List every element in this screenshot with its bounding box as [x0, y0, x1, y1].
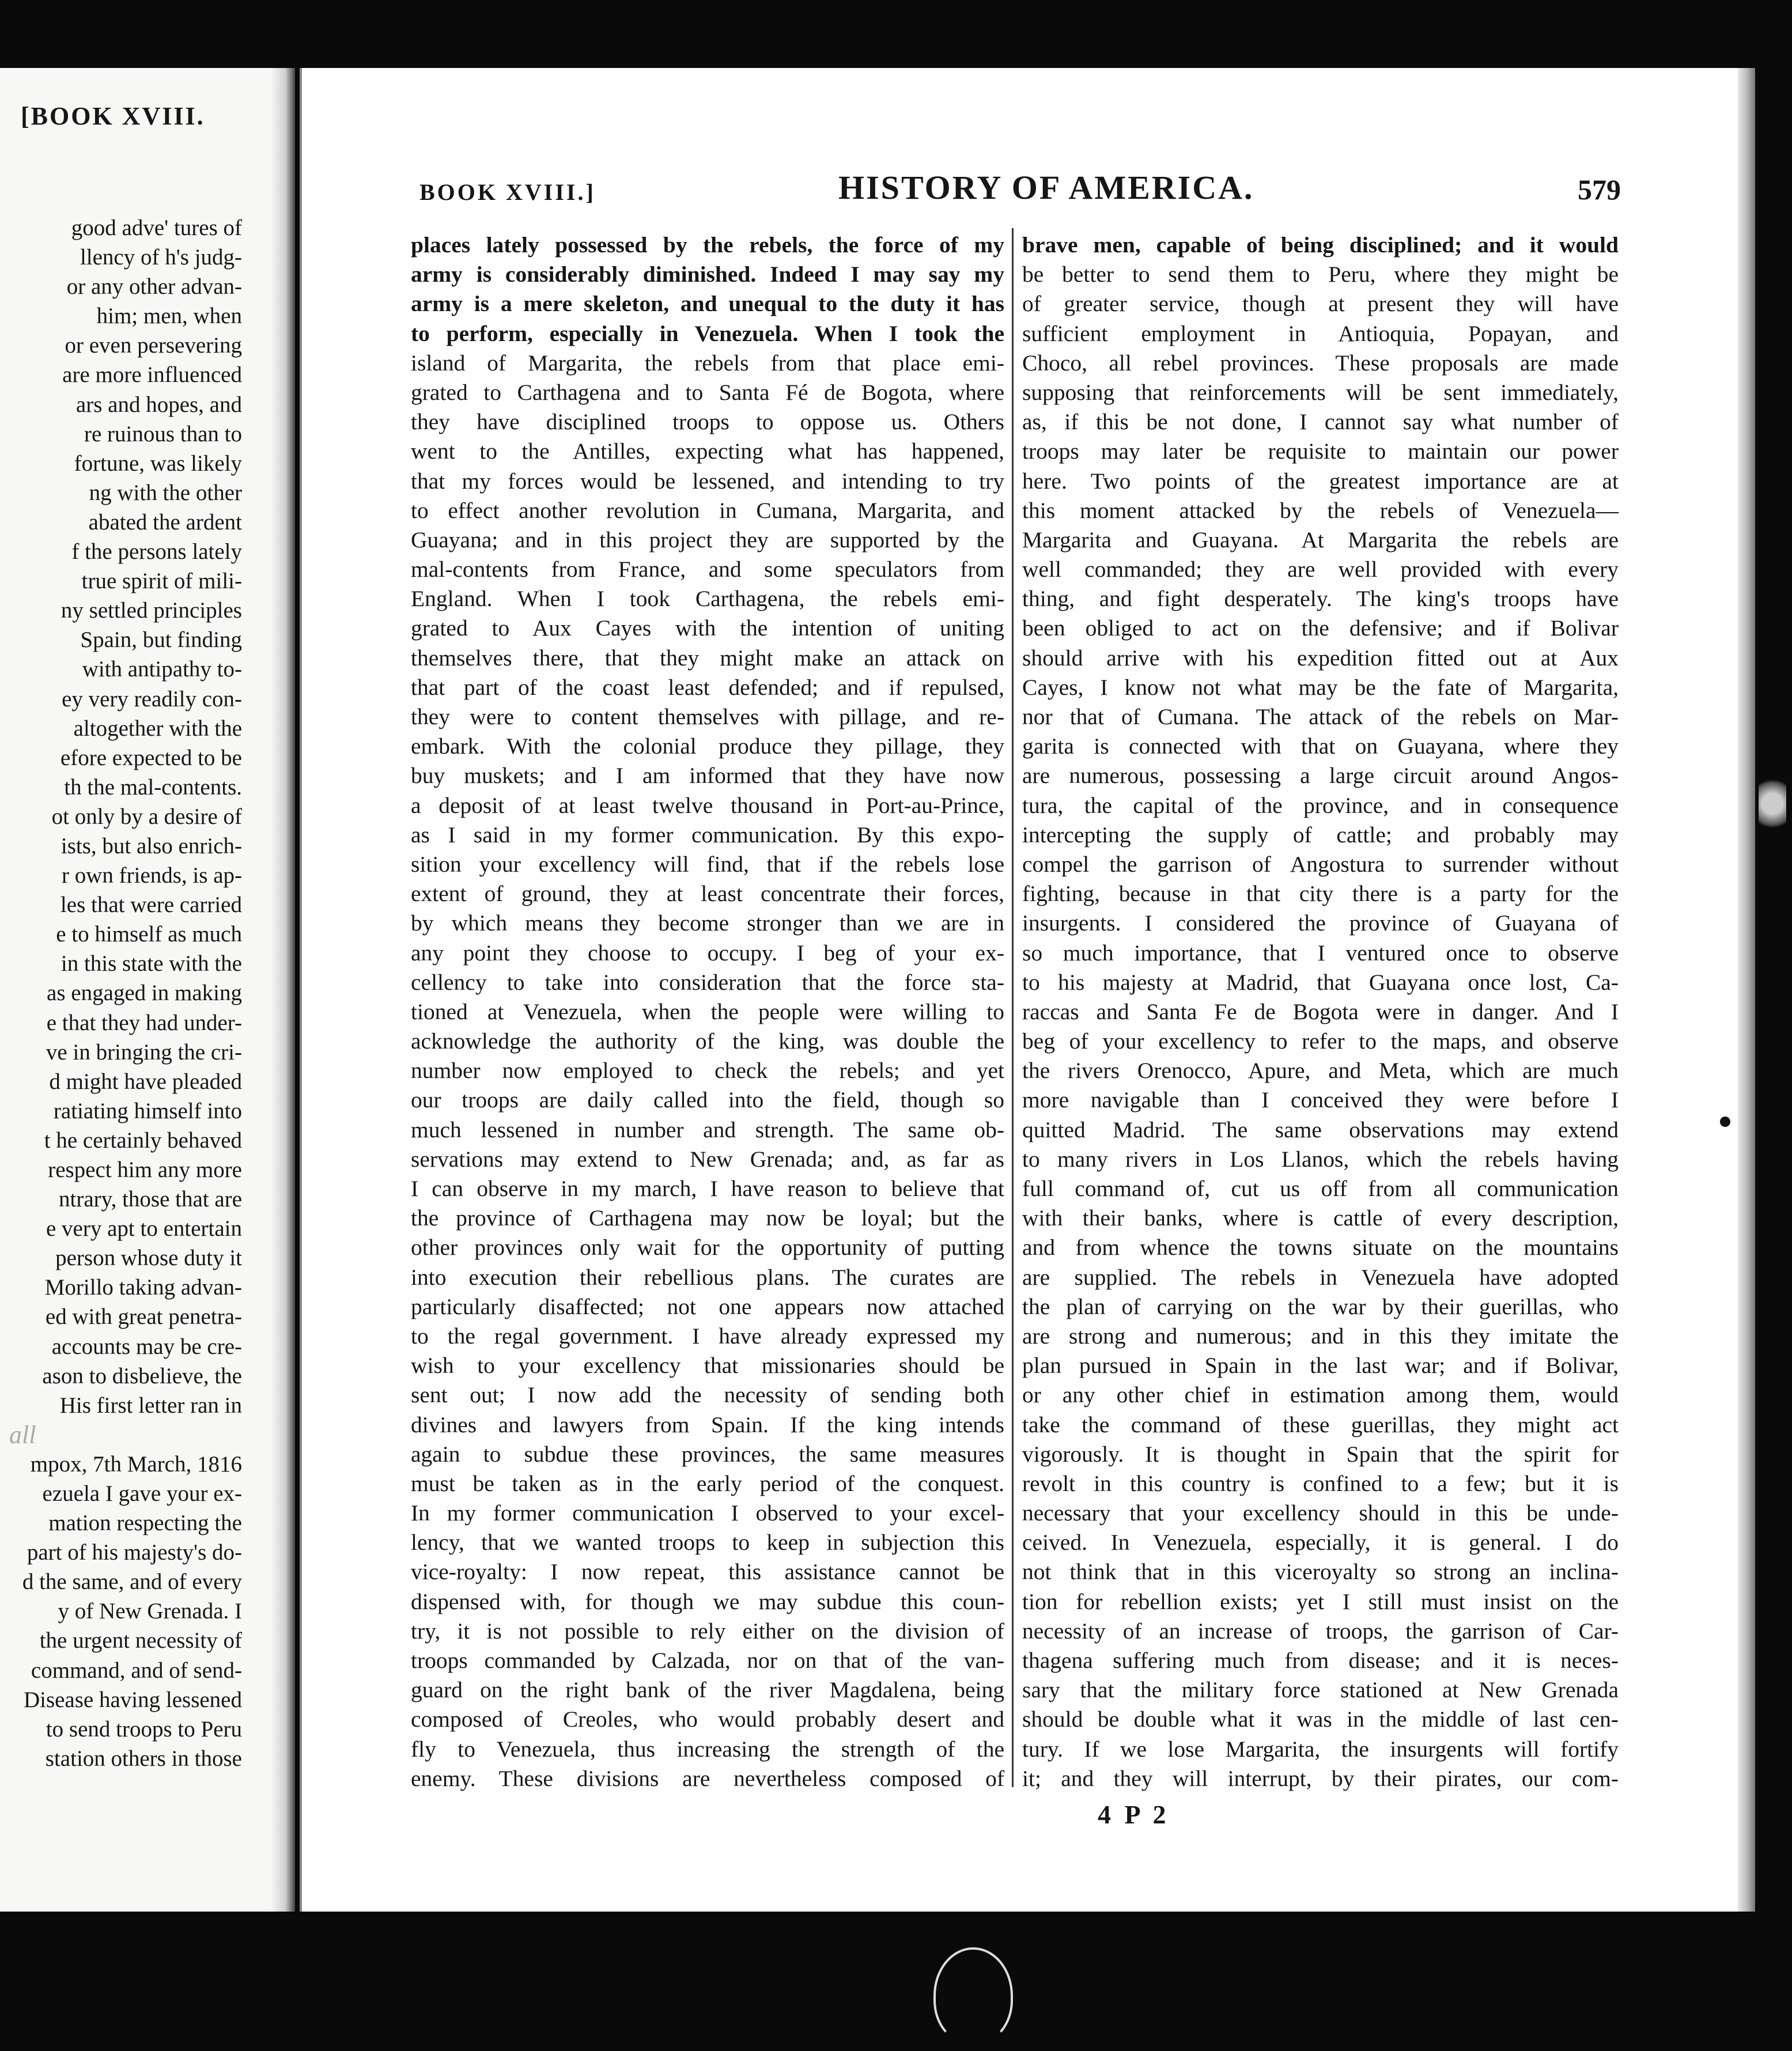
text-line: vigorously. It is thought in Spain that the spirit for	[1022, 1441, 1619, 1467]
text-line: garita is connected with that on Guayana, where they	[1022, 733, 1619, 759]
page-smudge	[933, 1947, 1013, 2044]
left-text-line: true spirit of mili-	[81, 569, 242, 594]
left-text-line: mpox, 7th March, 1816	[30, 1451, 242, 1477]
left-text-line: fortune, was likely	[74, 451, 242, 476]
text-column-right	[1022, 230, 1619, 1793]
left-text-line: the urgent necessity of	[39, 1628, 242, 1653]
text-line: tura, the capital of the province, and in consequence	[1022, 792, 1619, 818]
page-edge-shadow	[1738, 68, 1755, 1912]
left-text-line: altogether with the	[73, 716, 242, 741]
text-line: again to subdue these provinces, the same measures	[411, 1441, 1004, 1467]
text-line: In my former communication I observed to your excel-	[411, 1500, 1004, 1526]
left-text-line: to send troops to Peru	[46, 1716, 242, 1742]
left-text-line: ezuela I gave your ex-	[42, 1481, 242, 1506]
text-line: guard on the right bank of the river Magdalena, being	[411, 1677, 1004, 1703]
text-line: necessary that your excellency should in this be unde-	[1022, 1500, 1619, 1526]
text-line: to the regal government. I have already expressed my	[411, 1323, 1004, 1349]
left-text-line: as engaged in making	[47, 981, 242, 1006]
left-text-line: t he certainly behaved	[44, 1127, 242, 1153]
left-text-line: r own friends, is ap-	[61, 863, 242, 888]
text-line: sent out; I now add the necessity of sending both	[411, 1382, 1004, 1408]
text-line: more navigable than I conceived they were before I	[1022, 1087, 1619, 1113]
text-line: are strong and numerous; and in this they imitate the	[1022, 1323, 1619, 1349]
left-text-line: llency of h's judg-	[80, 245, 242, 270]
text-line: troops may later be requisite to maintain our power	[1022, 438, 1619, 464]
text-line: grated to Aux Cayes with the intention of uniting	[411, 615, 1004, 641]
left-text-line: ot only by a desire of	[51, 804, 242, 829]
scan-background	[300, 1912, 1755, 2051]
text-line: should be double what it was in the middle of last cen-	[1022, 1706, 1619, 1732]
text-line: try, it is not possible to rely either on the division of	[411, 1618, 1004, 1644]
left-text-line: ve in bringing the cri-	[46, 1039, 242, 1065]
text-line: extent of ground, they at least concentrate their forces,	[411, 881, 1004, 907]
text-line: army is a mere skeleton, and unequal to the duty it has	[411, 291, 1004, 317]
text-line: thing, and fight desperately. The king's troops have	[1022, 586, 1619, 612]
text-line: vice-royalty: I now repeat, this assistance cannot be	[411, 1559, 1004, 1585]
text-line: been obliged to act on the defensive; and if Bolivar	[1022, 615, 1619, 641]
left-text-line: person whose duty it	[55, 1246, 242, 1271]
text-line: this moment attacked by the rebels of Venezuela—	[1022, 497, 1619, 523]
text-line: enemy. These divisions are nevertheless composed of	[411, 1765, 1004, 1791]
text-line: cellency to take into consideration that the force sta-	[411, 969, 1004, 995]
text-line: necessity of an increase of troops, the garrison of Car-	[1022, 1618, 1619, 1644]
text-line: composed of Creoles, who would probably desert and	[411, 1706, 1004, 1732]
page-number: 579	[1578, 173, 1621, 206]
text-line: a deposit of at least twelve thousand in Port-au-Prince,	[411, 792, 1004, 818]
text-line: the rivers Orenocco, Apure, and Meta, which are much	[1022, 1058, 1619, 1084]
text-line: fighting, because in that city there is a party for the	[1022, 881, 1619, 907]
text-line: much lessened in number and strength. The same ob-	[411, 1117, 1004, 1142]
text-line: England. When I took Carthagena, the rebels emi-	[411, 586, 1004, 612]
text-line: full command of, cut us off from all communication	[1022, 1176, 1619, 1201]
text-line: army is considerably diminished. Indeed I may say my	[411, 262, 1004, 287]
text-line: wish to your excellency that missionaries should be	[411, 1353, 1004, 1379]
left-text-line: d might have pleaded	[49, 1069, 242, 1094]
text-line: island of Margarita, the rebels from that place emi-	[411, 350, 1004, 376]
running-title: HISTORY OF AMERICA.	[838, 169, 1254, 206]
text-line: so much importance, that I ventured once to observe	[1022, 940, 1619, 966]
left-text-line: re ruinous than to	[84, 421, 242, 446]
left-text-line: accounts may be cre-	[51, 1334, 242, 1359]
text-line: they have disciplined troops to oppose us. Others	[411, 409, 1004, 435]
printer-signature-mark: 4 P 2	[1098, 1800, 1170, 1829]
left-page-header: [BOOK XVIII.	[21, 102, 205, 130]
text-line: went to the Antilles, expecting what has happened,	[411, 438, 1004, 464]
text-line: fly to Venezuela, thus increasing the strength of the	[411, 1736, 1004, 1762]
left-text-line: him; men, when	[96, 304, 242, 329]
left-text-line: good adve' tures of	[71, 215, 242, 240]
text-line: compel the garrison of Angostura to surrender without	[1022, 851, 1619, 877]
left-text-line: are more influenced	[62, 362, 242, 388]
left-text-line: part of his majesty's do-	[27, 1540, 242, 1565]
ink-dot	[1720, 1117, 1730, 1127]
left-text-line: d the same, and of every	[22, 1569, 242, 1595]
left-text-line: His first letter ran in	[59, 1392, 242, 1418]
text-line: tury. If we lose Margarita, the insurgents will fortify	[1022, 1736, 1619, 1762]
text-line: sufficient employment in Antioquia, Popayan, and	[1022, 320, 1619, 346]
text-line: Choco, all rebel provinces. These proposals are made	[1022, 350, 1619, 376]
text-line: buy muskets; and I am informed that they have now	[411, 763, 1004, 789]
text-line: must be taken as in the early period of the conquest.	[411, 1470, 1004, 1496]
left-text-line: th the mal-contents.	[64, 774, 242, 800]
text-line: embark. With the colonial produce they pillage, they	[411, 733, 1004, 759]
text-line: or any other chief in estimation among them, would	[1022, 1382, 1619, 1408]
pencil-annotation: all	[9, 1420, 36, 1449]
left-text-line: les that were carried	[60, 892, 242, 918]
text-line: lency, that we wanted troops to keep in subjection this	[411, 1530, 1004, 1556]
left-text-line: Spain, but finding	[80, 627, 242, 653]
left-text-line: mation respecting the	[48, 1511, 242, 1536]
text-line: insurgents. I considered the province of Guayana of	[1022, 910, 1619, 936]
left-text-line: ars and hopes, and	[75, 392, 242, 417]
left-text-line: station others in those	[45, 1746, 242, 1771]
left-text-line: ey very readily con-	[62, 686, 242, 712]
text-line: quitted Madrid. The same observations may extend	[1022, 1117, 1619, 1142]
text-line: that part of the coast least defended; and if repulsed,	[411, 674, 1004, 700]
text-line: ceived. In Venezuela, especially, it is general. I do	[1022, 1530, 1619, 1556]
text-line: take the command of these guerillas, they might act	[1022, 1412, 1619, 1437]
text-line: and from whence the towns situate on the mountains	[1022, 1235, 1619, 1261]
text-line: of greater service, though at present they will have	[1022, 291, 1619, 317]
text-line: the plan of carrying on the war by their guerillas, who	[1022, 1293, 1619, 1319]
text-line: our troops are daily called into the field, though so	[411, 1087, 1004, 1113]
text-line: any point they choose to occupy. I beg of your ex-	[411, 940, 1004, 966]
book-header: BOOK XVIII.]	[419, 179, 596, 205]
text-line: be better to send them to Peru, where they might be	[1022, 262, 1619, 287]
text-line: places lately possessed by the rebels, the force of my	[411, 232, 1004, 258]
text-line: to many rivers in Los Llanos, which the rebels having	[1022, 1146, 1619, 1172]
text-line: plan pursued in Spain in the last war; and if Bolivar,	[1022, 1353, 1619, 1379]
left-text-line: or any other advan-	[66, 274, 242, 300]
text-line: the province of Carthagena may now be loyal; but the	[411, 1205, 1004, 1231]
text-line: thagena suffering much from disease; and it is neces-	[1022, 1648, 1619, 1673]
left-text-line: ed with great penetra-	[45, 1304, 242, 1330]
text-line: grated to Carthagena and to Santa Fé de Bogota, where	[411, 379, 1004, 405]
left-text-line: ason to disbelieve, the	[42, 1363, 242, 1388]
left-text-line: f the persons lately	[71, 539, 242, 565]
left-page-text-column	[0, 213, 242, 1773]
text-line: supposing that reinforcements will be sent immediately,	[1022, 379, 1619, 405]
text-line: sary that the military force stationed at New Grenada	[1022, 1677, 1619, 1703]
left-text-line: with antipathy to-	[82, 657, 242, 682]
left-text-line: efore expected to be	[60, 745, 242, 770]
text-line: particularly disaffected; not one appears now attached	[411, 1293, 1004, 1319]
text-line: dispensed with, for though we may subdue this coun-	[411, 1588, 1004, 1614]
left-text-line: ratiating himself into	[53, 1098, 242, 1123]
left-text-line: ng with the other	[89, 480, 242, 505]
left-text-line: or even persevering	[65, 333, 242, 358]
text-line: they were to content themselves with pillage, and re-	[411, 704, 1004, 729]
left-text-line: respect him any more	[48, 1157, 242, 1182]
edge-blemish	[1759, 772, 1786, 835]
text-line: into execution their rebellious plans. The curates are	[411, 1264, 1004, 1290]
text-line: well commanded; they are well provided with every	[1022, 557, 1619, 582]
text-line: are supplied. The rebels in Venezuela have adopted	[1022, 1264, 1619, 1290]
text-line: servations may extend to New Grenada; and, as far as	[411, 1146, 1004, 1172]
text-line: raccas and Santa Fe de Bogota were in danger. And I	[1022, 998, 1619, 1024]
left-text-line: ntrary, those that are	[59, 1187, 242, 1212]
left-text-line: Morillo taking advan-	[44, 1275, 242, 1300]
text-line: beg of your excellency to refer to the maps, and observe	[1022, 1028, 1619, 1054]
left-text-line: ists, but also enrich-	[61, 833, 242, 858]
text-line: acknowledge the authority of the king, was double the	[411, 1028, 1004, 1054]
text-line: mal-contents from France, and some speculators from	[411, 557, 1004, 582]
text-line: sition your excellency will find, that if the rebels lose	[411, 851, 1004, 877]
column-divider	[1012, 228, 1014, 1787]
left-page-gutter	[271, 68, 295, 1912]
text-line: here. Two points of the greatest importance are at	[1022, 468, 1619, 494]
text-column-left	[411, 230, 1004, 1793]
left-text-line: Disease having lessened	[23, 1687, 242, 1712]
text-line: to perform, especially in Venezuela. When I took the	[411, 320, 1004, 346]
left-text-line: y of New Grenada. I	[58, 1599, 242, 1624]
left-text-line: e to himself as much	[56, 922, 242, 947]
text-line: revolt in this country is confined to a few; but it is	[1022, 1470, 1619, 1496]
text-line: other provinces only wait for the opportunity of putting	[411, 1235, 1004, 1261]
text-line: as, if this be not done, I cannot say what number of	[1022, 409, 1619, 435]
text-line: number now employed to check the rebels; and yet	[411, 1058, 1004, 1084]
text-line: that my forces would be lessened, and intending to try	[411, 468, 1004, 494]
text-line: not think that in this viceroyalty so strong an inclina-	[1022, 1559, 1619, 1585]
left-text-line: abated the ardent	[88, 509, 242, 535]
text-line: to his majesty at Madrid, that Guayana once lost, Ca-	[1022, 969, 1619, 995]
text-line: Margarita and Guayana. At Margarita the rebels are	[1022, 527, 1619, 553]
text-line: to effect another revolution in Cumana, Margarita, and	[411, 497, 1004, 523]
left-text-line: in this state with the	[61, 951, 242, 977]
text-line: nor that of Cumana. The attack of the rebels on Mar-	[1022, 704, 1619, 729]
text-line: with their banks, where is cattle of every description,	[1022, 1205, 1619, 1231]
text-line: it; and they will interrupt, by their pirates, our com-	[1022, 1765, 1619, 1791]
left-text-line: ny settled principles	[61, 598, 242, 623]
text-line: brave men, capable of being disciplined; and it would	[1022, 232, 1619, 258]
text-line: Cayes, I know not what may be the fate of Margarita,	[1022, 674, 1619, 700]
text-line: by which means they become stronger than we are in	[411, 910, 1004, 936]
text-line: tion for rebellion exists; yet I still must insist on the	[1022, 1588, 1619, 1614]
left-text-line: command, and of send-	[31, 1658, 242, 1683]
text-line: I can observe in my march, I have reason to believe that	[411, 1176, 1004, 1201]
text-line: troops commanded by Calzada, nor on that of the van-	[411, 1648, 1004, 1673]
text-line: are numerous, possessing a large circuit around Angos-	[1022, 763, 1619, 789]
text-line: should arrive with his expedition fitted out at Aux	[1022, 645, 1619, 671]
text-line: divines and lawyers from Spain. If the king intends	[411, 1412, 1004, 1437]
left-text-line: e very apt to entertain	[46, 1216, 242, 1242]
text-line: Guayana; and in this project they are supported by the	[411, 527, 1004, 553]
text-line: tioned at Venezuela, when the people were willing to	[411, 998, 1004, 1024]
text-line: as I said in my former communication. By this expo-	[411, 822, 1004, 847]
left-text-line: e that they had under-	[46, 1010, 242, 1035]
text-line: themselves there, that they might make an attack on	[411, 645, 1004, 671]
text-line: intercepting the supply of cattle; and probably may	[1022, 822, 1619, 847]
